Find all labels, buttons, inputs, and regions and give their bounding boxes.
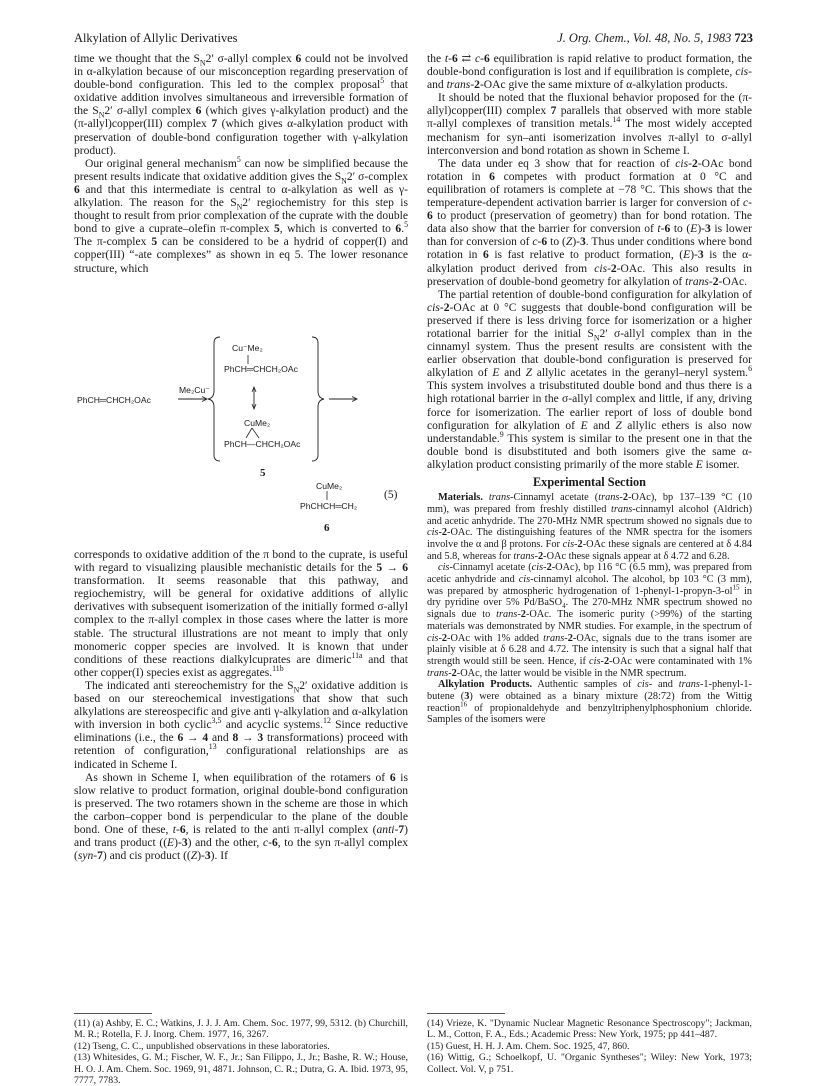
footnotes-left bbox=[74, 1018, 408, 1086]
bond-line bbox=[252, 428, 259, 438]
header-page-number: 723 bbox=[734, 31, 753, 45]
complex-number-label: 5 bbox=[260, 467, 266, 479]
footnote: (14) Vrieze, K. "Dynamic Nuclear Magnetic Resonance Spectroscopy"; Jackman, L. M., Cotton, F. A., Eds.; Academic Press: New York, 1975; pp 441–487. bbox=[427, 1018, 752, 1041]
bottom-chain-label: PhCH—CHCH₂OAc bbox=[224, 439, 301, 449]
paragraph: the t-6 ⇄ c-6 equilibration is rapid relative to product formation, the double-bond configuration is lost and if equilibration is complete, cis- and trans-2-OAc give the same mixture of α-alkylation products. bbox=[427, 53, 752, 92]
bottom-cu-label: CuMe₂ bbox=[244, 418, 271, 428]
footnote: (15) Guest, H. H. J. Am. Chem. Soc. 1925, 47, 860. bbox=[427, 1040, 630, 1052]
paragraph: corresponds to oxidative addition of the π bond to the cuprate, is useful with regard to visualizing plausible mechanistic details for the 5 → 6 transformation. It seems reasonable that this pathway, and regiochemistry, will be general for oxidative additions of allylic derivatives with subsequent isomerization of the initially formed σ-allyl complex to the π-allyl complex in those cases where the latter is more stable. The structural illustrations are not meant to imply that only monomeric copper species are involved. It is known that under conditions of these reactions dialkylcuprates are dimeric$^{11a}$ and that other copper(I) species exist as aggregates.$^{11b}$ bbox=[74, 549, 408, 679]
paragraph: Alkylation Products. Authentic samples of cis- and trans-1-phenyl-1-butene (3) were obtained as a binary mixture (28:72) from the Wittig reaction$^{16}$ of propionaldehyde and benzyltriphenylphosphonium chloride. Samples of the isomers were bbox=[427, 679, 753, 726]
top-chain-label: PhCH═CHCH₂OAc bbox=[224, 364, 298, 374]
header-volume: Vol. 48, No. 5, 1983 bbox=[632, 31, 732, 45]
footnote: (11) (a) Ashby, E. C.; Watkins, J. J. J. Am. Chem. Soc. 1977, 99, 5312. (b) Churchill, M. R.; Rotella, F. J. Inorg. Chem. 1977, 16, 3267. bbox=[74, 1018, 408, 1041]
footnote: (16) Wittig, G.; Schoelkopf, U. "Organic Syntheses"; Wiley: New York, 1973; Collect. Vol. V, p 751. bbox=[427, 1052, 752, 1075]
footnote: (12) Tseng, C. C., unpublished observations in these laboratories. bbox=[74, 1040, 330, 1052]
paragraph: The indicated anti stereochemistry for the $S_N2'$ oxidative addition is based on our stereochemical investigations that show that such alkylations are stereospecific and give anti γ-alkylation and α-alkylation with inversion in both cyclic$^{3,5}$ and acyclic systems.$^{12}$ Since reductive eliminations (i.e., the 6 → 4 and 8 → 3 transformations) proceed with retention of configuration,$^{13}$ configurational relationships are as indicated in Scheme I. bbox=[74, 679, 409, 771]
left-column-upper bbox=[74, 53, 408, 276]
experimental-section-body bbox=[427, 492, 752, 726]
header-citation bbox=[557, 31, 753, 46]
reagent-label: Me₂Cu⁻ bbox=[179, 385, 210, 395]
left-column-lower bbox=[74, 549, 408, 863]
paragraph: time we thought that the $S_N2'$ σ-allyl complex 6 could not be involved in α-alkylation because of our misconception regarding preservation of double-bond configuration. This led to the complex proposal$^5$ that oxidative addition involves simultaneous and irreversible formation of the $S_N2'$ σ-allyl complex 6 (which gives γ-alkylation product) and the (π-allyl)copper(III) complex 7 (which gives α-alkylation product with preservation of double-bond configuration together with γ-alkylation product). bbox=[74, 53, 409, 157]
bond-line bbox=[246, 428, 252, 438]
reactant-label: PhCH═CHCH₂OAc bbox=[77, 395, 151, 405]
footnotes-right bbox=[427, 1018, 752, 1075]
header-journal: J. Org. Chem., bbox=[557, 31, 630, 45]
left-brace bbox=[208, 337, 220, 461]
running-header bbox=[74, 31, 753, 47]
paragraph: As shown in Scheme I, when equilibration of the rotamers of 6 is slow relative to product formation, original double-bond configuration is preserved. The two rotamers shown in the scheme are those in which the carbon–copper bond is perpendicular to the plane of the double bond. One of these, t-6, is related to the anti π-allyl complex (anti-7) and trans product ((E)-3) and the other, c-6, to the syn π-allyl complex (syn-7) and cis product ((Z)-3). If bbox=[74, 771, 409, 863]
product-cu-label: CuMe₂ bbox=[316, 481, 343, 491]
header-title: Alkylation of Allylic Derivatives bbox=[74, 31, 238, 45]
paragraph: Our original general mechanism$^5$ can now be simplified because the present results indicate that oxidative addition gives the $S_N2'$ σ-complex 6 and that this intermediate is central to α-alkylation as well as γ-alkylation. The reason for the $S_N2'$ regiochemistry for this step is thought to result from prior complexation of the cuprate with the double bond to give a cuprate–olefin π-complex 5, which is converted to 6.$^5$ The π-complex 5 can be considered to be a hydrid of copper(I) and copper(III) “-ate complexes” as shown in eq 5. The lower resonance structure, which bbox=[74, 154, 408, 275]
product-chain-label: PhCHCH═CH₂ bbox=[300, 501, 358, 511]
top-cu-label: Cu⁻Me₂ bbox=[232, 343, 263, 353]
product-number-label: 6 bbox=[324, 522, 330, 534]
footnote: (13) Whitesides, G. M.; Fischer, W. F., Jr.; San Filippo, J., Jr.; Bashe, R. W.; House, H. O. J. Am. Chem. Soc. 1969, 91, 4871. Johnson, C. R.; Dutra, G. A. Ibid. 1973, 95, 7777, 7783. bbox=[74, 1052, 408, 1086]
section-heading-experimental: Experimental Section bbox=[532, 475, 647, 489]
right-column bbox=[427, 53, 752, 726]
paragraph: cis-Cinnamyl acetate (cis-2-OAc), bp 116 °C (6.5 mm), was prepared from acetic anhydride and cis-cinnamyl alcohol. The alcohol, bp 103 °C (3 mm), was prepared by atmospheric hydrogenation of $1-phenyl-1-propyn-3-ol^{15}$ in dry pyridine over 5% Pd/BaSO$_4$. The 270-MHz NMR spectrum showed no signals due to trans-2-OAc. The isomeric purity (>99%) of the starting materials was demonstrated by NMR studies. For example, in the spectrum of cis-2-OAc with 1% added trans-2-OAc, signals due to the trans isomer are plainly visible at δ 6.28 and 4.72. The intensity is such that a signal half that strength would still be seen. Hence, if cis-2-OAc were contaminated with 1% trans-2-OAc, the latter would be visible in the NMR spectrum. bbox=[427, 562, 753, 679]
footnote-rule-left bbox=[74, 1013, 152, 1014]
paragraph: Materials. trans-Cinnamyl acetate (trans-2-OAc), bp 137–139 °C (10 mm), was prepared from freshly distilled trans-cinnamyl alcohol (Aldrich) and acetic anhydride. The 270-MHz NMR spectrum showed no signals due to cis-2-OAc. The distinguishing features of the NMR spectra for the isomers involve the α and β protons. For cis-2-OAc these signals are centered at δ 4.84 and 5.8, whereas for trans-2-OAc these signals appear at δ 4.72 and 6.28. bbox=[427, 492, 753, 562]
paragraph: The data under eq 3 show that for reaction of cis-2-OAc bond rotation in 6 competes with product formation at 0 °C and equilibration of rotamers is complete at −78 °C. This shows that the temperature-dependent activation barrier is larger for conversion of c-6 to product (preservation of geometry) than for bond rotation. The data also show that the barrier for conversion of t-6 to (E)-3 is lower than for conversion of c-6 to (Z)-3. Thus under conditions where bond rotation in 6 is fast relative to product formation, (E)-3 is the α-alkylation product derived from cis-2-OAc. This also results in preservation of double-bond geometry for alkylation of trans-2-OAc. bbox=[427, 157, 753, 288]
equation-number: (5) bbox=[384, 489, 398, 501]
paragraph: The partial retention of double-bond configuration for alkylation of cis-2-OAc at 0 °C suggests that double-bond configuration will be preserved if there is less driving force for isomerization or a higher rotational barrier for the initial $S_N2'$ σ-allyl complex than in the cinnamyl system. Thus the present results are consistent with the earlier observation that double-bond configuration is preserved for alkylation of E and Z allylic acetates in the geranyl–neryl system.$^6$ This system involves a trisubstituted double bond and thus there is a high rotational barrier in the σ-allyl complex and little, if any, driving force for isomerization. The earlier report of loss of double bond configuration for alkylation of E and Z allylic ethers is also now understandable.$^9$ This system is similar to the present one in that the double bond is disubstituted and both isomers give the same α-alkylation product consisting primarily of the more stable E isomer. bbox=[427, 288, 752, 471]
footnote-rule-right bbox=[427, 1013, 505, 1014]
scheme-drawing bbox=[74, 303, 408, 548]
paragraph: It should be noted that the fluxional behavior proposed for the (π-allyl)copper(III) complex 7 parallels that observed with more stable π-allyl complexes of transition metals.$^{14}$ The most widely accepted mechanism for syn–anti isomerization involves π-allyl to σ-allyl interconversion and bond rotation as shown in Scheme I. bbox=[427, 92, 752, 157]
right-brace bbox=[312, 337, 324, 461]
equation-5-scheme bbox=[74, 303, 408, 548]
